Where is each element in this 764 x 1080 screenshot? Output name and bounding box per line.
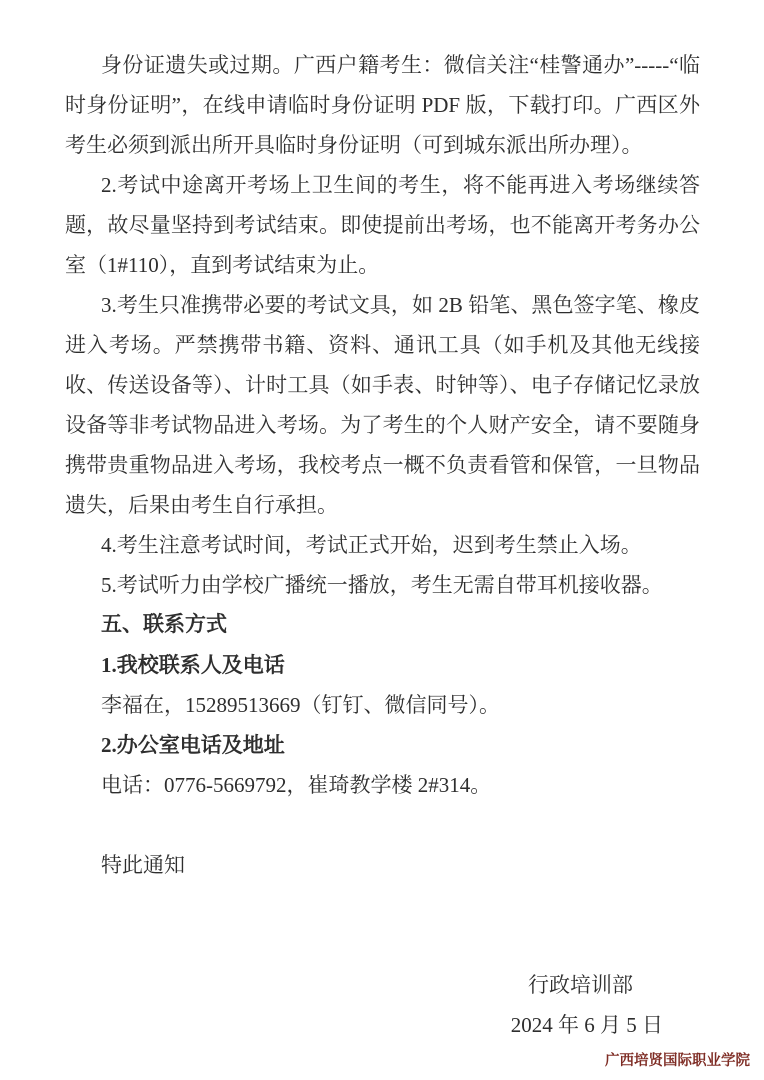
signature-department: 行政培训部 xyxy=(528,973,633,997)
footer-school-name: 广西培贤国际职业学院 xyxy=(605,1053,750,1069)
contact-item-2-detail: 电话：0776-5669792，崔琦教学楼 2#314。 xyxy=(101,773,492,797)
paragraph-rule-4-exam-time: 4.考生注意考试时间，考试正式开始，迟到考生禁止入场。 xyxy=(101,533,642,557)
signature-block xyxy=(65,965,700,1045)
contact-item-1-heading: 1.我校联系人及电话 xyxy=(101,653,285,677)
document-body xyxy=(65,45,700,1045)
closing-statement: 特此通知 xyxy=(101,853,185,877)
paragraph-rule-5-listening: 5.考试听力由学校广播统一播放，考生无需自带耳机接收器。 xyxy=(101,573,663,597)
section-heading-contact-info: 五、联系方式 xyxy=(101,613,227,636)
paragraph-id-certificate-note: 身份证遗失或过期。广西户籍考生：微信关注“桂警通办”-----“临时身份证明”，在线申请临时身份证明 PDF 版，下载打印。广西区外考生必须到派出所开具临时身份证明（可到城东派出所办理）。 xyxy=(65,53,700,157)
contact-item-2-heading: 2.办公室电话及地址 xyxy=(101,733,285,757)
contact-item-1-detail: 李福在，15289513669（钉钉、微信同号）。 xyxy=(101,693,500,717)
paragraph-rule-3-allowed-items: 3.考生只准携带必要的考试文具，如 2B 铅笔、黑色签字笔、橡皮进入考场。严禁携带书籍、资料、通讯工具（如手机及其他无线接收、传送设备等）、计时工具（如手表、时钟等）、电子存储记忆录放设备等非考试物品进入考场。为了考生的个人财产安全，请不要随身携带贵重物品进入考场，我校考点一概不负责看管和保管，一旦物品遗失，后果由考生自行承担。 xyxy=(65,293,700,517)
paragraph-rule-2-restroom: 2.考试中途离开考场上卫生间的考生，将不能再进入考场继续答题，故尽量坚持到考试结束。即使提前出考场，也不能离开考务办公室（1#110），直到考试结束为止。 xyxy=(65,173,700,277)
signature-date: 2024 年 6 月 5 日 xyxy=(510,1013,663,1037)
